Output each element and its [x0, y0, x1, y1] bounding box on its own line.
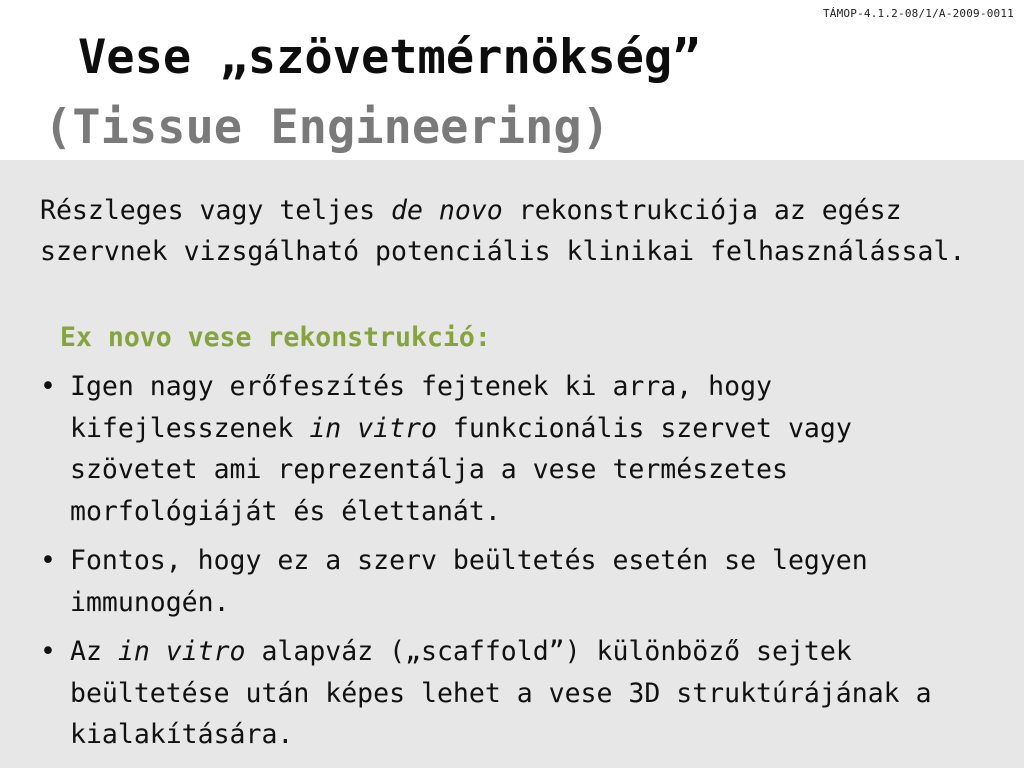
project-code: TÁMOP-4.1.2-08/1/A-2009-0011 [822, 7, 1014, 20]
bullet-item-3 [40, 631, 990, 756]
bullet-dot-icon: • [40, 371, 56, 402]
bullet-emphasis: in vitro [117, 636, 246, 667]
intro-text-end: rekonstrukciója az egész szervnek vizsgálható potenciális klinikai felhasználással. [40, 195, 966, 267]
bullet-list [40, 366, 990, 764]
intro-emphasis: de novo [391, 195, 503, 226]
bullet-item-2 [40, 540, 990, 623]
section-subheading: Ex novo vese rekonstrukció: [60, 322, 491, 353]
bullet-dot-icon: • [40, 545, 56, 576]
bullet-text-start: Igen nagy erőfeszítés fejtenek ki arra, hogy kifejlesszenek [70, 371, 772, 444]
bullet-item-1 [40, 366, 990, 532]
bullet-text-end: funkcionális szervet vagy szövetet ami reprezentálja a vese természetes morfológiáját és élettanát. [70, 412, 852, 527]
bullet-text-end: alapváz („scaffold”) különböző sejtek beültetése után képes lehet a vese 3D struktúrájának a kialakítására. [70, 636, 932, 750]
slide-title: Vese „szövetmérnökség” [78, 30, 701, 85]
bullet-emphasis: in vitro [309, 412, 437, 444]
bullet-dot-icon: • [40, 636, 56, 667]
intro-paragraph [40, 190, 990, 272]
slide-subtitle: (Tissue Engineering) [44, 100, 610, 155]
bullet-text: Fontos, hogy ez a szerv beültetés esetén se legyen immunogén. [70, 545, 868, 618]
intro-text-start: Részleges vagy teljes [40, 195, 391, 226]
bullet-text-start: Az [70, 636, 118, 667]
